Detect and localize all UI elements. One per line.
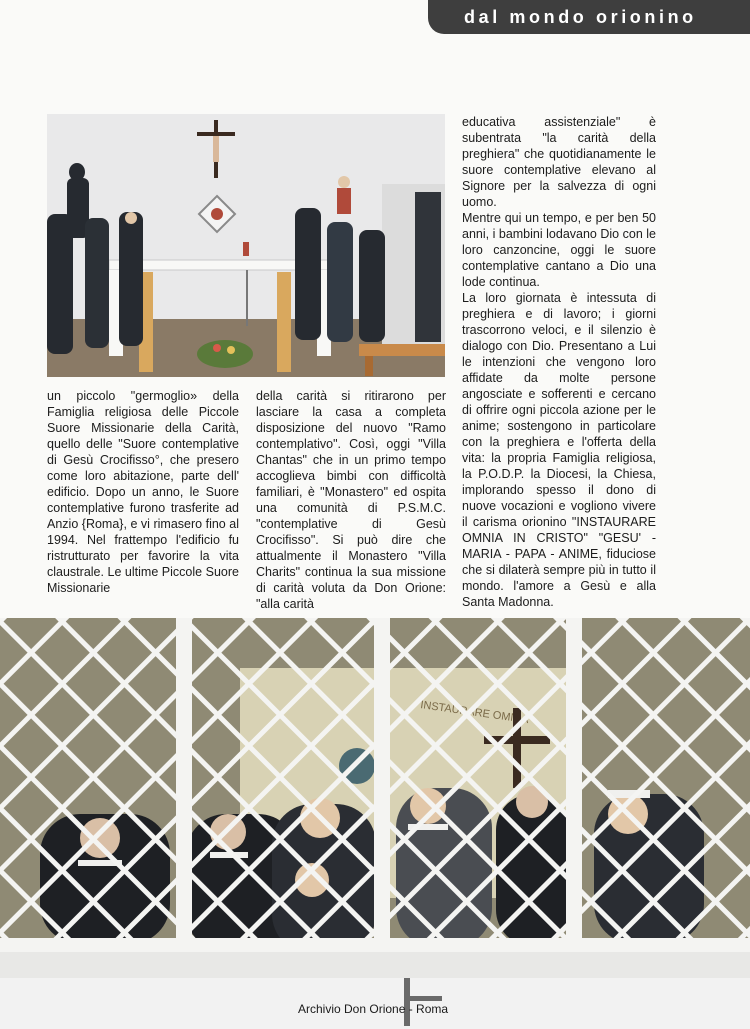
chapel-altar-photo [47,114,445,377]
article-paragraph: educativa assistenziale" è subentrata "la carità della preghiera" che quotidianamente le suore contemplative elevano al Signore per la salvezza di ogni uomo. [462,115,656,209]
section-header [428,0,750,34]
tabernacle-emblem-center [211,208,223,220]
flower-icon [213,344,221,352]
altar-candle-icon [243,242,249,256]
article-paragraph: della carità si ritirarono per lasciare la casa a completa disposizione del nuovo "Ramo contemplativo". Così, oggi "Villa Chantas" che in un primo tempo accoglieva bimbi con difficoltà familiari, è "Monastero" ed ospita una comunità di P.S.M.C. "contemplative di Gesù Crocifisso". Si può dire che attualmente il Monastero "Villa Charits" continua la sua missione di carità voluta da Don Orione: "alla carità [256,389,446,611]
section-title: dal mondo orionino [464,7,697,27]
chapel-altar-illustration [47,114,445,377]
article-column-2 [256,388,446,612]
grille-post [176,618,192,948]
grille-ledge [0,952,750,978]
nun-figure [295,208,321,340]
grille-illustration [0,618,750,978]
article-column-1 [47,388,239,596]
lectern-stand [246,270,248,326]
grille-post [374,618,390,948]
side-door-panel [415,192,441,342]
corpus-figure [213,136,219,162]
saint-statue-head [338,176,350,188]
saint-statue [337,188,351,214]
nuns-behind-grille-photo [0,618,750,978]
article-paragraph: un piccolo "germoglio» della Famiglia religiosa delle Piccole Suore Missionarie della Carità, quello delle "Suore contemplative di Gesù Crocifisso°, che presero come loro abitazione, parte dell' edificio. Dopo un anno, le Suore contemplative furono trasferite ad Anzio {Roma}, e vi rimasero fino al 1994. Nel frattempo l'edificio fu ristrutturato per favorire la vita claustrale. Le ultime Piccole Suore Missionarie [47,389,239,595]
grille-post [566,618,582,948]
nuns-group-left [47,212,143,354]
grille-base-rail [0,938,750,952]
nun-face [125,212,137,224]
nun-figure [119,212,143,346]
flower-icon [227,346,235,354]
door-handle-bar [404,996,442,1001]
nun-figure [85,218,109,348]
wooden-bench [359,344,445,356]
nun-figure [47,214,73,354]
article-paragraph: La loro giornata è intessuta di preghiera e di lavoro; i giorni trascorrono veloci, e il silenzio è dialogo con Dio. Presentano a Lui le intenzioni che vengono loro affidate da molte persone angosciate e sofferenti e cercano di offrire ogni piccola azione per le anime; sostengono in particolare con la preghiera e l'offerta della vita: la propria Famiglia religiosa, la P.O.D.P. la Diocesi, la Chiesa, implorando spesso il dono di nuove vocazioni e vogliono vivere il carisma orionino "INSTAURARE OMNIA IN CRISTO" "GESU' - MARIA - PAPA - ANIME, fiduciose che si dilaterà sempre più in tutto il mondo. l'amore a Gesù e alla Santa Madonna. [462,291,656,609]
article-column-3 [462,114,656,610]
nun-figure [359,230,385,342]
altar-leg-right [277,272,291,372]
bench-leg [365,356,373,376]
archive-caption: Archivio Don Orione - Roma [298,1002,449,1016]
crucifix-crossbar [197,132,235,136]
article-paragraph: Mentre qui un tempo, e per ben 50 anni, i bambini lodavano Dio con le loro canzoncine, oggi le suore contemplative cantano a Dio una lode continua. [462,211,656,289]
flower-pot [197,340,253,368]
nun-figure [327,222,353,342]
